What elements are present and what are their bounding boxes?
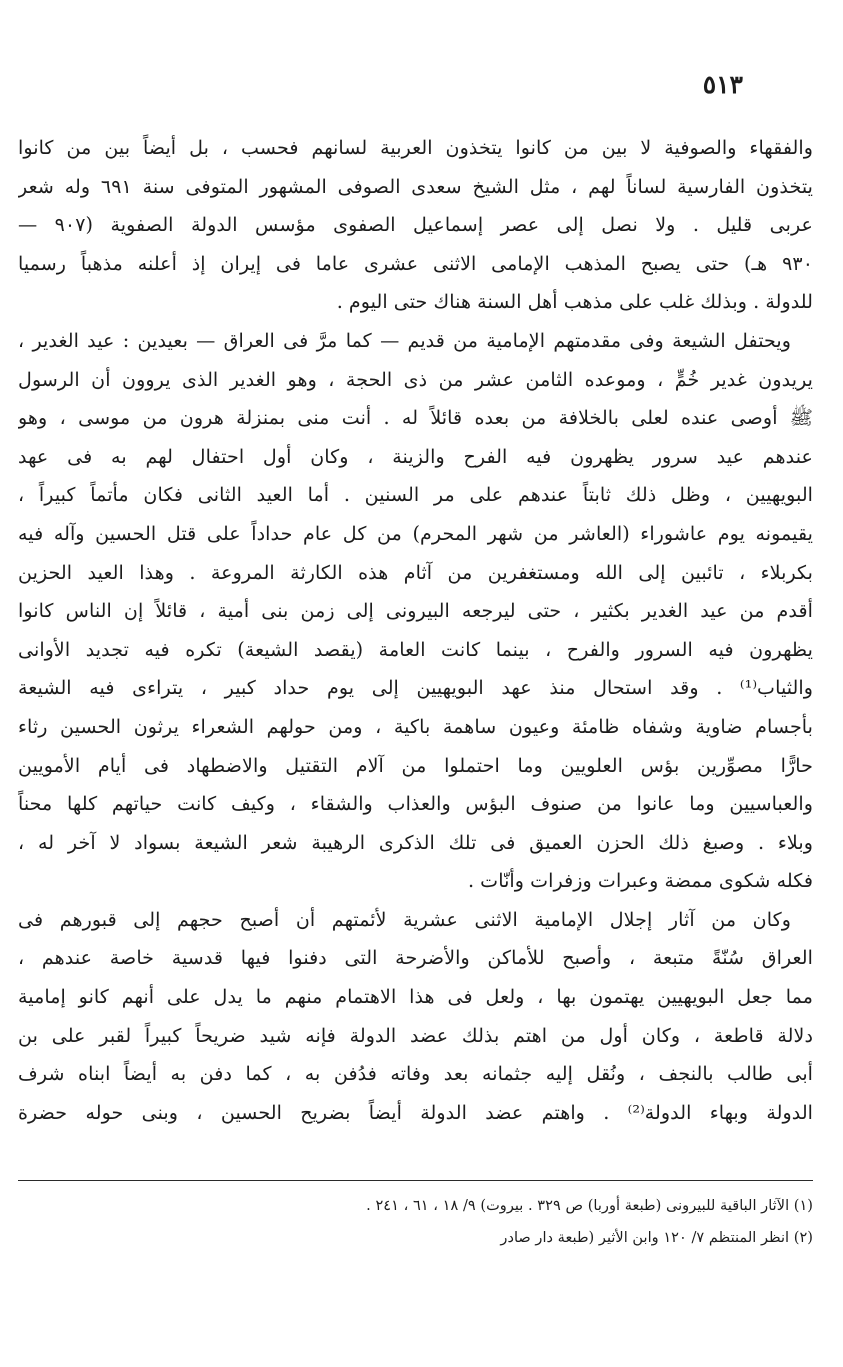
text-line: ٩٣٠ هـ) حتى يصبح المذهب الإمامى الاثنى عشرى عاما فى إيران إذ أعلنه مذهباً رسميا [18, 251, 813, 275]
text-line: البويهيين ، وظل ذلك ثابتاً عندهم على مر السنين . أما العيد الثانى فكان مأتماً كبيراً ، [18, 483, 813, 507]
text-line: وكان من آثار إجلال الإمامية الاثنى عشرية لأئمتهم أن أصبح حجهم إلى قبورهم فى [18, 907, 791, 931]
text-line: أبى طالب بالنجف ، ونُقل إليه جثمانه بعد وفاته فدُفن به ، كما دفن به أيضاً ابناه شرف [18, 1062, 813, 1086]
text-line: والفقهاء والصوفية لا بين من كانوا يتخذون العربية لسانهم فحسب ، بل أيضاً بين من كانوا [18, 136, 813, 159]
page-number: ٥١٣ [702, 70, 743, 99]
text-line: الدولة وبهاء الدولة⁽²⁾ . واهتم عضد الدولة أيضاً بضريح الحسين ، وبنى حوله حضرة [18, 1100, 813, 1124]
text-line: يريدون غدير خُمٍّ ، وموعده الثامن عشر من ذى الحجة ، وهو الغدير الذى يروون أن الرسول [18, 367, 813, 391]
text-line: يتخذون الفارسية لساناً لهم ، مثل الشيخ سعدى الصوفى المشهور المتوفى سنة ٦٩١ وله شعر [18, 174, 813, 198]
text-line: العراق سُنّةً متبعة ، وأصبح للأماكن والأضرحة التى دفنوا فيها قدسية خاصة عندهم ، [18, 946, 813, 970]
footnotes [18, 1190, 813, 1254]
text-line: والثياب⁽¹⁾ . وقد استحال منذ عهد البويهيين إلى يوم حداد كبير ، يتراءى فيه الشيعة [18, 676, 813, 700]
text-line: يظهرون فيه السرور والفرح ، بينما كانت العامة (يقصد الشيعة) تكره فيه تجديد الأوانى [18, 637, 813, 661]
text-line: بكربلاء ، تائبين إلى الله ومستغفرين من آثام هذه الكارثة المروعة . وهذا العيد الحزين [18, 560, 813, 584]
text-line: مما جعل البويهيين يهتمون بها ، ولعل فى هذا الاهتمام منهم ما يدل على أنهم كانو إمامية [18, 985, 813, 1009]
text-line: عندهم عيد سرور يظهرون فيه الفرح والزينة ، وكان أول احتفال لهم به فى عهد [18, 444, 813, 468]
footnote: (١) الآثار الباقية للبيرونى (طبعة أوربا) ص ٣٢٩ . بيروت) ٩/ ١٨ ، ٦١ ، ٢٤١ . [366, 1197, 813, 1214]
text-line: للدولة . وبذلك غلب على مذهب أهل السنة هناك حتى اليوم . [336, 290, 813, 314]
text-line: ﷺ أوصى عنده لعلى بالخلافة من بعده قائلاً له . أنت منى بمنزلة هرون من موسى ، وهو [18, 406, 813, 430]
text-line: ويحتفل الشيعة وفى مقدمتهم الإمامية من قديم — كما مرَّ فى العراق — بعيدين : عيد الغدير ، [18, 328, 791, 352]
text-line: والعباسيين وما عانوا من صنوف البؤس والعذاب والشقاء ، وكيف كانت حياتهم كلها محناً [18, 792, 813, 816]
text-line: حارًّا مصوِّرين بؤس العلويين وما احتملوا من آلام التقتيل والاضطهاد فى أيام الأمويين [18, 753, 813, 777]
text-line: وبلاء . وصبغ ذلك الحزن العميق فى تلك الذكرى الرهيبة شعر الشيعة بسواد لا آخر له ، [18, 830, 813, 854]
text-line: دلالة قاطعة ، وكان أول من اهتم بذلك عضد الدولة فإنه شيد ضريحاً كبيراً لقبر على بن [18, 1023, 813, 1047]
text-line: يقيمونه يوم عاشوراء (العاشر من شهر المحرم) من كل عام حداداً على قتل الحسين وآله فيه [18, 521, 813, 545]
footnote: (٢) انظر المنتظم ٧/ ١٢٠ وابن الأثير (طبعة دار صادر [500, 1229, 813, 1246]
text-line: أقدم من عيد الغدير بكثير ، حتى ليرجعه البيرونى إلى زمن بنى أمية ، قائلاً إن الناس كانوا [18, 599, 813, 623]
text-line: بأجسام ضاوية وشفاه ظامئة وعيون ساهمة باكية ، ومن حولهم الشعراء يرثون الحسين رثاء [18, 714, 813, 738]
text-line: عربى قليل . ولا نصل إلى عصر إسماعيل الصفوى مؤسس الدولة الصفوية (٩٠٧ — [18, 213, 813, 237]
body-text [18, 129, 813, 1132]
footnote-divider [18, 1180, 813, 1181]
text-line: فكله شكوى ممضة وعبرات وزفرات وأنّات . [467, 869, 813, 893]
